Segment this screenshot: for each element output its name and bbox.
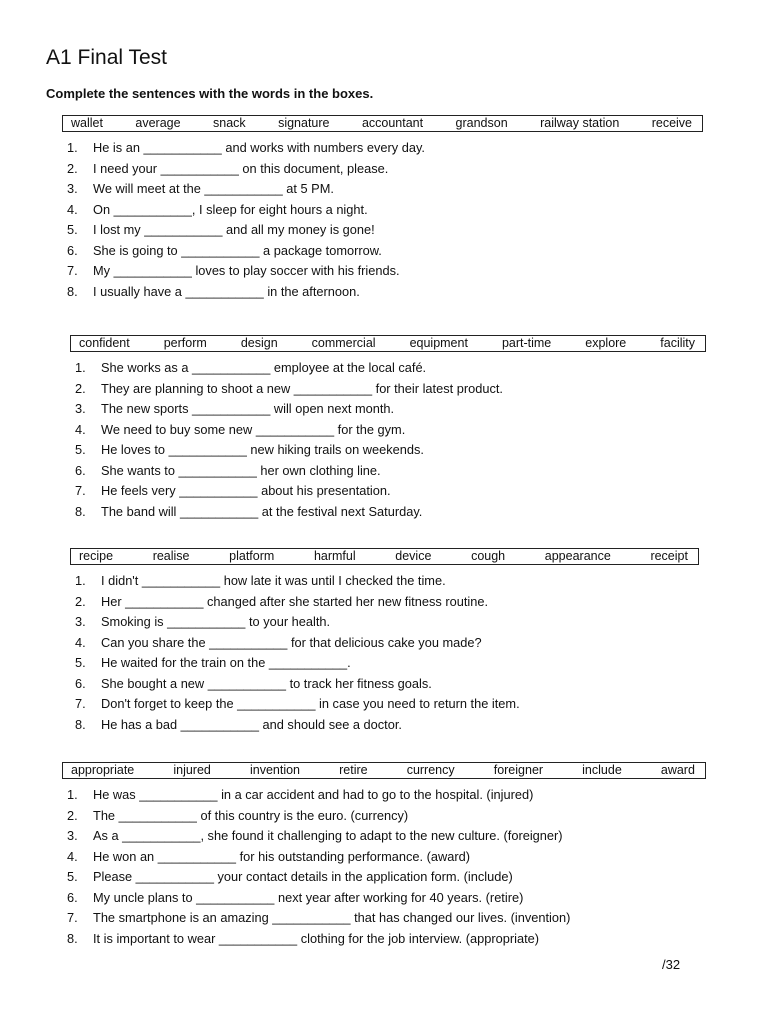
- word-box-item: part-time: [501, 336, 552, 350]
- sentence-item: [70, 715, 699, 736]
- sentence-number: 5.: [75, 655, 86, 670]
- sentence-number: 4.: [75, 421, 86, 437]
- sentence-number: 3.: [75, 401, 86, 416]
- word-box-item: appearance: [544, 549, 611, 563]
- word-box-item: accountant: [361, 116, 424, 130]
- sentence-text: The band will ___________ at the festival next Saturday.: [101, 503, 423, 519]
- sentence-number: 4.: [75, 634, 86, 650]
- sentence-item: [62, 220, 703, 241]
- sentence-item: [70, 440, 706, 461]
- word-box-item: appropriate: [71, 763, 135, 777]
- word-box-item: receipt: [650, 549, 688, 563]
- sentence-number: 5.: [67, 222, 78, 237]
- word-box-item: currency: [406, 763, 455, 777]
- word-box-item: foreigner: [493, 763, 544, 777]
- word-box-item: device: [395, 549, 432, 563]
- sentence-text: I need your ___________ on this document, please.: [93, 160, 389, 176]
- sentence-text: I usually have a ___________ in the afternoon.: [93, 283, 360, 299]
- sentence-item: [70, 461, 706, 482]
- sentence-item: [62, 847, 706, 868]
- word-box: [70, 548, 699, 565]
- word-box-item: confident: [79, 336, 130, 350]
- instruction-text: Complete the sentences with the words in the boxes.: [46, 86, 374, 101]
- sentence-list: [62, 785, 706, 949]
- sentence-item: [70, 420, 706, 441]
- sentence-item: [62, 159, 703, 180]
- sentence-text: She bought a new ___________ to track her fitness goals.: [101, 675, 432, 691]
- sentence-text: He waited for the train on the ___________.: [101, 655, 351, 670]
- sentence-text: We will meet at the ___________ at 5 PM.: [93, 181, 334, 196]
- sentence-text: We need to buy some new ___________ for the gym.: [101, 421, 406, 437]
- word-box: [70, 335, 706, 352]
- sentence-number: 4.: [67, 201, 78, 217]
- sentence-number: 5.: [75, 442, 86, 457]
- sentence-list: [70, 358, 706, 522]
- word-box-item: recipe: [79, 549, 114, 563]
- sentence-number: 7.: [75, 696, 86, 711]
- word-box-item: commercial: [311, 336, 376, 350]
- sentence-text: I didn't ___________ how late it was until I checked the time.: [101, 573, 446, 588]
- word-box-item: design: [240, 336, 278, 350]
- sentence-number: 1.: [67, 140, 78, 155]
- sentence-item: [70, 674, 699, 695]
- page-title: A1 Final Test: [46, 46, 168, 69]
- exercise-section-4: [62, 762, 706, 949]
- sentence-item: [70, 694, 699, 715]
- sentence-text: She is going to ___________ a package tomorrow.: [93, 242, 382, 258]
- word-box-item: invention: [249, 763, 301, 777]
- sentence-text: Please ___________ your contact details in the application form. (include): [93, 869, 513, 884]
- sentence-number: 8.: [67, 283, 78, 299]
- exercise-section-1: [62, 115, 703, 302]
- word-box-item: explore: [585, 336, 627, 350]
- sentence-number: 7.: [67, 910, 78, 925]
- sentence-text: He was ___________ in a car accident and had to go to the hospital. (injured): [93, 787, 534, 802]
- sentence-item: [70, 653, 699, 674]
- word-box: [62, 762, 706, 779]
- sentence-text: He feels very ___________ about his presentation.: [101, 483, 391, 498]
- sentence-item: [70, 379, 706, 400]
- sentence-text: Smoking is ___________ to your health.: [101, 614, 331, 629]
- sentence-text: Can you share the ___________ for that delicious cake you made?: [101, 634, 482, 650]
- sentence-text: They are planning to shoot a new ___________ for their latest product.: [101, 380, 503, 396]
- sentence-item: [70, 481, 706, 502]
- sentence-number: 1.: [75, 360, 86, 375]
- sentence-item: [70, 612, 699, 633]
- sentence-item: [70, 571, 699, 592]
- word-box-item: receive: [651, 116, 692, 130]
- word-box-item: average: [135, 116, 181, 130]
- sentence-item: [70, 633, 699, 654]
- sentence-number: 2.: [67, 160, 78, 176]
- sentence-number: 2.: [67, 807, 78, 823]
- word-box-item: wallet: [71, 116, 103, 130]
- sentence-text: He is an ___________ and works with numbers every day.: [93, 140, 425, 155]
- sentence-text: My ___________ loves to play soccer with his friends.: [93, 263, 400, 278]
- sentence-number: 3.: [75, 614, 86, 629]
- sentence-number: 1.: [75, 573, 86, 588]
- sentence-item: [62, 908, 706, 929]
- word-box-item: retire: [339, 763, 368, 777]
- word-box-item: harmful: [313, 549, 356, 563]
- sentence-list: [70, 571, 699, 735]
- word-box-item: facility: [660, 336, 695, 350]
- sentence-text: He won an ___________ for his outstanding performance. (award): [93, 848, 471, 864]
- sentence-text: The smartphone is an amazing ___________ that has changed our lives. (invention): [93, 910, 571, 925]
- sentence-item: [62, 261, 703, 282]
- sentence-number: 7.: [67, 263, 78, 278]
- sentence-item: [62, 241, 703, 262]
- sentence-number: 7.: [75, 483, 86, 498]
- word-box-item: injured: [173, 763, 211, 777]
- word-box-item: platform: [229, 549, 275, 563]
- sentence-text: The ___________ of this country is the euro. (currency): [93, 807, 409, 823]
- sentence-item: [62, 806, 706, 827]
- sentence-number: 2.: [75, 380, 86, 396]
- sentence-number: 4.: [67, 848, 78, 864]
- sentence-number: 6.: [67, 242, 78, 258]
- sentence-text: The new sports ___________ will open next month.: [101, 401, 395, 416]
- exercise-section-3: [70, 548, 699, 735]
- sentence-text: She works as a ___________ employee at the local café.: [101, 360, 427, 375]
- sentence-number: 1.: [67, 787, 78, 802]
- sentence-item: [62, 179, 703, 200]
- score-total: /32: [662, 957, 681, 972]
- sentence-number: 3.: [67, 828, 78, 843]
- sentence-item: [70, 592, 699, 613]
- sentence-item: [62, 867, 706, 888]
- sentence-item: [62, 282, 703, 303]
- word-box-item: snack: [213, 116, 246, 130]
- sentence-number: 8.: [75, 716, 86, 732]
- sentence-item: [62, 785, 706, 806]
- sentence-number: 8.: [67, 930, 78, 946]
- word-box-item: award: [660, 763, 695, 777]
- word-box-item: railway station: [540, 116, 620, 130]
- sentence-text: Don't forget to keep the ___________ in case you need to return the item.: [101, 696, 520, 711]
- sentence-item: [70, 358, 706, 379]
- sentence-item: [70, 502, 706, 523]
- word-box-item: equipment: [409, 336, 468, 350]
- word-box-item: perform: [163, 336, 207, 350]
- word-box-item: signature: [278, 116, 330, 130]
- sentence-item: [62, 888, 706, 909]
- sentence-item: [62, 138, 703, 159]
- word-box-item: cough: [471, 549, 506, 563]
- sentence-text: My uncle plans to ___________ next year after working for 40 years. (retire): [93, 889, 524, 905]
- sentence-text: It is important to wear ___________ clothing for the job interview. (appropriate): [93, 930, 540, 946]
- sentence-text: He has a bad ___________ and should see a doctor.: [101, 716, 402, 732]
- exercise-section-2: [70, 335, 706, 522]
- word-box-item: grandson: [455, 116, 508, 130]
- word-box-item: include: [582, 763, 622, 777]
- sentence-number: 6.: [75, 462, 86, 478]
- sentence-number: 5.: [67, 869, 78, 884]
- sentence-item: [62, 200, 703, 221]
- sentence-number: 2.: [75, 593, 86, 609]
- sentence-text: I lost my ___________ and all my money is gone!: [93, 222, 375, 237]
- sentence-number: 3.: [67, 181, 78, 196]
- word-box-item: realise: [152, 549, 190, 563]
- word-box: [62, 115, 703, 132]
- sentence-list: [62, 138, 703, 302]
- sentence-item: [62, 929, 706, 950]
- sentence-item: [70, 399, 706, 420]
- sentence-item: [62, 826, 706, 847]
- sentence-number: 8.: [75, 503, 86, 519]
- sentence-text: She wants to ___________ her own clothing line.: [101, 462, 381, 478]
- sentence-number: 6.: [75, 675, 86, 691]
- sentence-number: 6.: [67, 889, 78, 905]
- sentence-text: He loves to ___________ new hiking trails on weekends.: [101, 442, 424, 457]
- sentence-text: As a ___________, she found it challenging to adapt to the new culture. (foreigner): [93, 828, 563, 843]
- sentence-text: Her ___________ changed after she started her new fitness routine.: [101, 593, 489, 609]
- sentence-text: On ___________, I sleep for eight hours a night.: [93, 201, 368, 217]
